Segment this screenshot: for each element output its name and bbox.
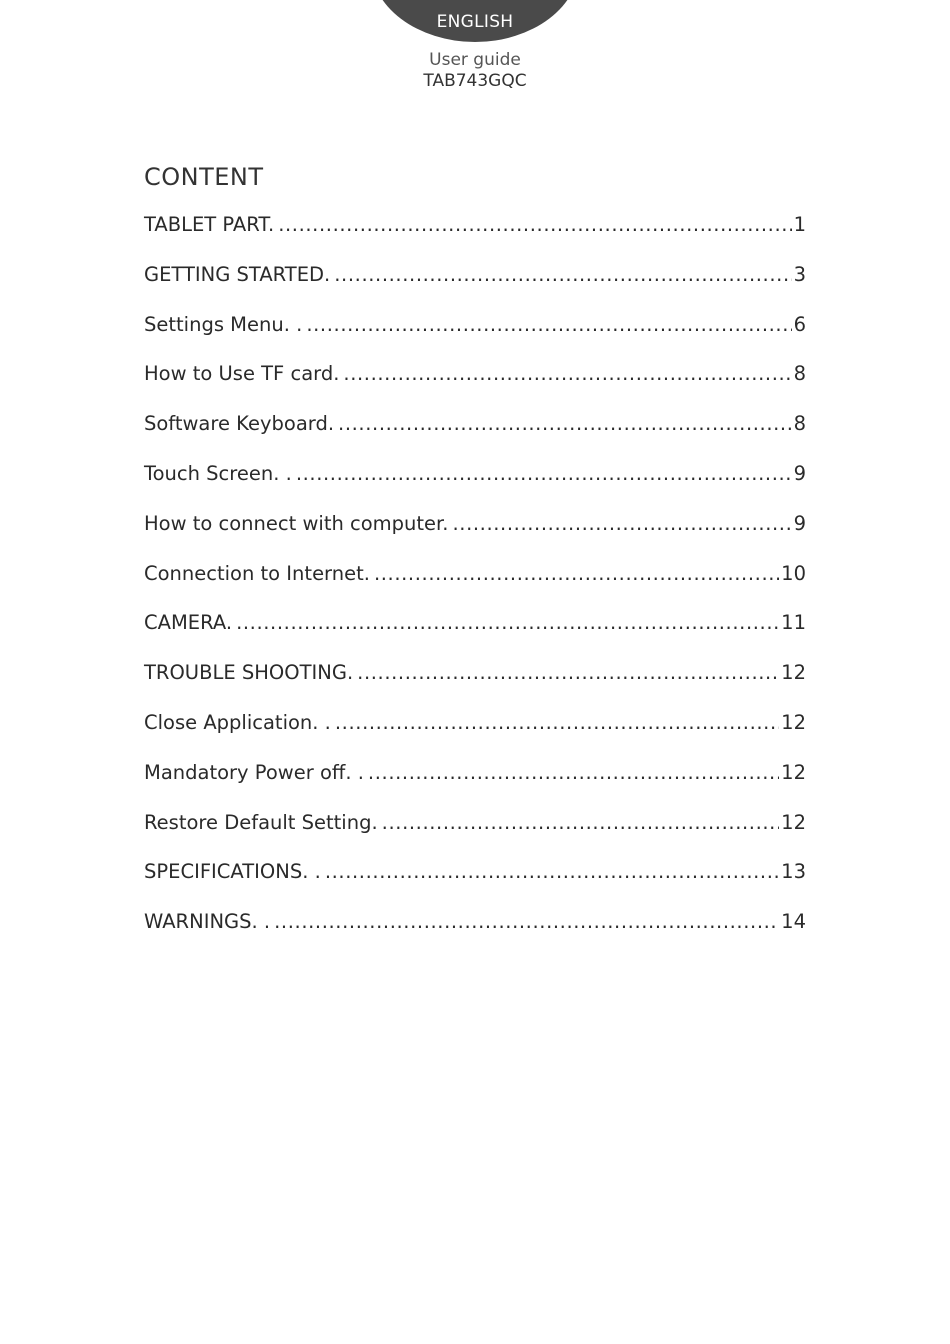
dot-leader [343,362,791,385]
toc-entry[interactable] [144,313,806,363]
toc-entry-page: 6 [793,312,806,336]
language-label: ENGLISH [436,12,514,32]
toc-entry-label: TROUBLE SHOOTING. [144,661,354,685]
toc-entry-page: 12 [781,661,806,685]
dot-leader [236,611,779,634]
dot-leader [374,562,779,585]
toc-entry[interactable] [144,761,806,811]
dot-leader [278,213,791,236]
toc-entry-label: Connection to Internet. [144,561,370,585]
toc-entry[interactable] [144,562,806,612]
toc-entry[interactable] [144,860,806,910]
dot-leader [334,263,791,286]
toc-entry-page: 9 [793,511,806,535]
table-of-contents [144,213,806,960]
toc-entry-label: Close Application. . [144,710,331,734]
toc-entry-label: SPECIFICATIONS. . [144,860,321,884]
dot-leader [325,860,779,883]
toc-entry[interactable] [144,611,806,661]
dot-leader [382,811,780,834]
toc-entry-page: 11 [781,611,806,635]
dot-leader [274,910,779,933]
toc-entry[interactable] [144,512,806,562]
model-number: TAB743GQC [423,71,527,91]
toc-entry-label: How to Use TF card. [144,362,340,386]
dot-leader [368,761,779,784]
toc-entry-page: 8 [793,412,806,436]
toc-entry[interactable] [144,711,806,761]
toc-entry-label: Settings Menu. . [144,312,303,336]
dot-leader [335,711,779,734]
toc-entry-label: WARNINGS. . [144,910,271,934]
document-type: User guide [429,50,521,70]
toc-entry-page: 9 [793,461,806,485]
toc-entry[interactable] [144,811,806,861]
toc-entry-label: Restore Default Setting. [144,810,378,834]
toc-entry[interactable] [144,362,806,412]
toc-entry-page: 12 [781,810,806,834]
toc-title: CONTENT [144,163,264,191]
toc-entry-page: 3 [793,262,806,286]
dot-leader [338,412,792,435]
toc-entry-label: CAMERA. [144,611,233,635]
toc-entry[interactable] [144,263,806,313]
toc-entry[interactable] [144,412,806,462]
toc-entry-label: How to connect with computer. [144,511,449,535]
dot-leader [306,313,791,336]
toc-entry-page: 10 [781,561,806,585]
toc-entry[interactable] [144,910,806,960]
toc-entry-page: 8 [793,362,806,386]
toc-entry-page: 1 [793,213,806,236]
toc-entry[interactable] [144,213,806,263]
toc-entry-page: 12 [781,710,806,734]
toc-entry-label: GETTING STARTED. [144,262,331,286]
toc-entry-label: Software Keyboard. [144,412,335,436]
toc-entry-label: TABLET PART. [144,213,275,236]
toc-entry[interactable] [144,661,806,711]
toc-entry-page: 12 [781,760,806,784]
toc-entry-page: 14 [781,910,806,934]
toc-entry-page: 13 [781,860,806,884]
toc-entry[interactable] [144,462,806,512]
toc-entry-label: Touch Screen. . [144,461,292,485]
dot-leader [296,462,792,485]
dot-leader [357,661,779,684]
toc-entry-label: Mandatory Power off. . [144,760,364,784]
dot-leader [452,512,791,535]
